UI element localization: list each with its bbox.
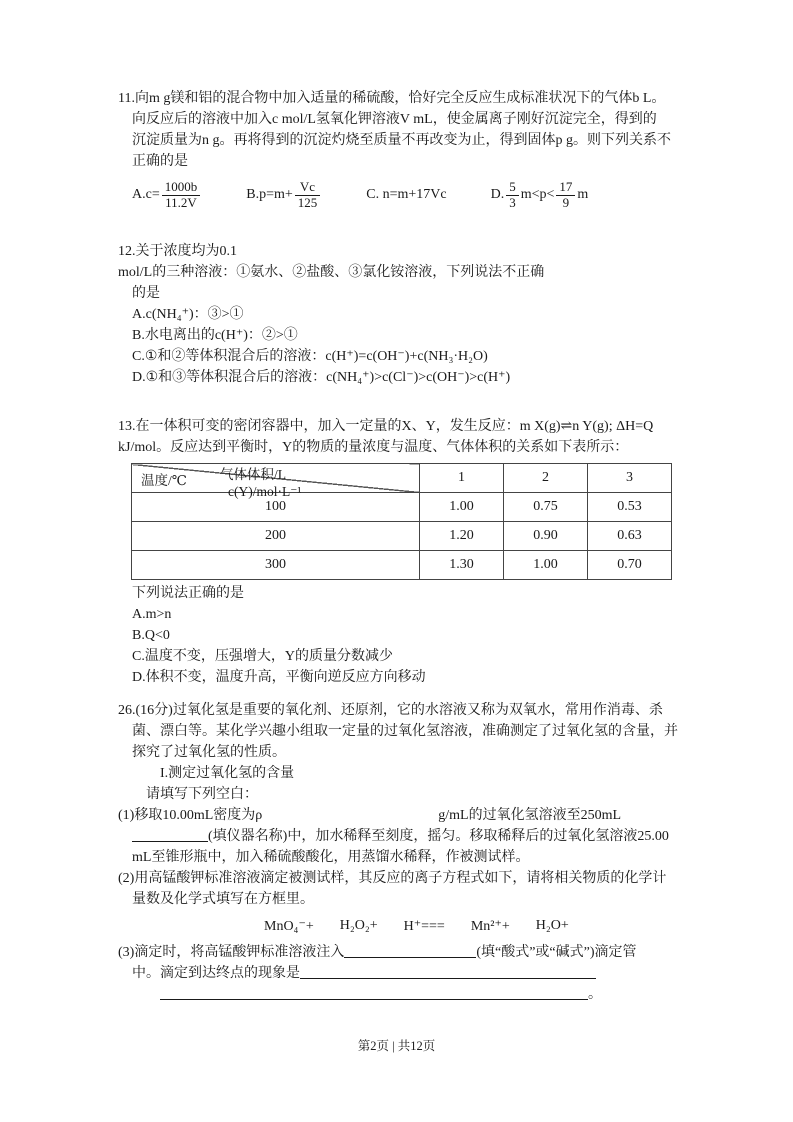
question-26: [118, 700, 684, 1005]
question-12-line: mol/L的三种溶液：①氨水、②盐酸、③氯化铵溶液，下列说法不正确: [118, 265, 545, 280]
option-d: D.体积不变，温度升高，平衡向逆反应方向移动: [132, 670, 426, 685]
blank-line: [344, 942, 476, 958]
fraction: [295, 180, 321, 210]
question-13-stem: 下列说法正确的是: [132, 586, 244, 601]
blank-line: [132, 826, 208, 842]
part-1-line: mL至锥形瓶中，加入稀硫酸酸化，用蒸馏水稀释，作被测试样。: [132, 850, 530, 865]
fraction-numerator: 5: [506, 180, 519, 196]
part-2-line: (2)用高锰酸钾标准溶液滴定被测试样，其反应的离子方程式如下，请将相关物质的化学计: [118, 871, 667, 886]
fraction-denominator: 9: [562, 194, 570, 210]
part-1-text: (1)移取10.00mL密度为ρ: [118, 808, 263, 823]
table-cell: 1.20: [420, 522, 504, 551]
table-cell: 0.70: [588, 551, 672, 580]
option-a: A.m>n: [132, 607, 172, 622]
part-3-line: [118, 984, 684, 1005]
equation-term: H₂O+: [535, 918, 569, 933]
fraction-denominator: 11.2V: [165, 194, 197, 210]
option-label: A.c=: [132, 187, 160, 202]
equation-term: H⁺===: [403, 918, 445, 934]
option-label: B.p=m+: [246, 187, 293, 202]
fraction: [162, 180, 201, 210]
equation-term: Mn²⁺+: [470, 918, 510, 934]
question-26-line: 26.(16分)过氧化氢是重要的氧化剂、还原剂，它的水溶液又称为双氧水，常用作消毒、杀: [118, 703, 663, 718]
header-concentration: c(Y)/mol·L⁻¹: [228, 484, 302, 499]
part-3-text: (3)滴定时，将高锰酸钾标准溶液注入: [118, 945, 345, 960]
fraction-denominator: 3: [509, 194, 516, 210]
fraction-numerator: 17: [556, 180, 575, 196]
part-2-line: 量数及化学式填写在方框里。: [132, 892, 314, 907]
question-13-line: kJ/mol。反应达到平衡时，Y的物质的量浓度与温度、气体体积的关系如下表所示：: [118, 440, 629, 455]
question-13-line: 13.在一体积可变的密闭容器中，加入一定量的X、Y，发生反应：m X(g)⇌n Y(g); ΔH=Q: [118, 419, 654, 434]
part-3-text: 。: [588, 987, 602, 1002]
column-header: 1: [420, 464, 504, 493]
table-cell: 0.53: [588, 493, 672, 522]
option-label: D.: [490, 187, 505, 202]
option-b: B.水电离出的c(H⁺)：②>①: [132, 328, 298, 343]
ionic-equation: [264, 912, 684, 940]
equilibrium-table: [131, 463, 672, 580]
equation-term: MnO₄⁻+: [264, 918, 314, 934]
part-1-text: g/mL的过氧化氢溶液至250mL: [438, 808, 622, 823]
page-footer: 第2页 | 共12页: [357, 1039, 436, 1053]
option-a: [132, 180, 202, 210]
table-cell: 1.30: [420, 551, 504, 580]
question-26-line: 菌、漂白等。某化学兴趣小组取一定量的过氧化氢溶液，准确测定了过氧化氢的含量，并: [132, 724, 678, 739]
part-1-text: (填仪器名称)中，加水稀释至刻度，摇匀。移取稀释后的过氧化氢溶液25.00: [208, 829, 669, 844]
temperature-cell: 100: [132, 493, 420, 522]
variable-text: m: [577, 187, 589, 202]
part-3-text: 中。滴定到达终点的现象是: [132, 966, 300, 981]
fraction: [506, 180, 519, 210]
question-11-options: [118, 175, 684, 215]
table-row: [132, 522, 672, 551]
table-cell: 0.90: [504, 522, 588, 551]
table-row: [132, 551, 672, 580]
question-12-line: 12.关于浓度均为0.1: [118, 244, 237, 259]
option-a: A.c(NH₄⁺)：③>①: [132, 307, 244, 322]
table-diagonal-header-cell: [132, 464, 420, 499]
header-temperature: 温度/℃: [141, 473, 187, 488]
option-c: C. n=m+17Vc: [366, 187, 447, 202]
option-c: C.温度不变，压强增大，Y的质量分数减少: [132, 649, 393, 664]
blank-line: [160, 984, 588, 1000]
table-cell: 1.00: [504, 551, 588, 580]
part-3-line: [118, 963, 684, 984]
inequality-text: m<p<: [520, 187, 555, 202]
column-header: 3: [588, 464, 672, 493]
question-13: [118, 416, 684, 688]
option-c: C.①和②等体积混合后的溶液：c(H⁺)=c(OH⁻)+c(NH₃·H₂O): [132, 349, 488, 364]
header-gas-volume: 气体体积/L: [220, 467, 286, 482]
option-b: [246, 180, 322, 210]
question-11: [118, 88, 684, 215]
table-header-row: [132, 464, 672, 493]
fraction: [556, 180, 575, 210]
equation-term: H₂O₂+: [339, 918, 378, 933]
option-b: B.Q<0: [132, 628, 170, 643]
question-26-line: 探究了过氧化氢的性质。: [132, 745, 286, 760]
blank-line: [300, 963, 596, 979]
temperature-cell: 300: [132, 551, 420, 580]
question-11-line: 11.向m g镁和铝的混合物中加入适量的稀硫酸，恰好完全反应生成标准状况下的气体b L。: [118, 91, 666, 106]
part-1-line: [118, 805, 684, 826]
option-d: [491, 180, 589, 210]
table-cell: 0.75: [504, 493, 588, 522]
question-12-line: 的是: [132, 286, 160, 301]
part-3-line: [118, 942, 684, 963]
question-11-line: 正确的是: [132, 154, 188, 169]
question-12: [118, 241, 684, 388]
table-row: [132, 493, 672, 522]
question-11-line: 向反应后的溶液中加入c mol/L氢氧化钾溶液V mL，使金属离子刚好沉淀完全，得到的: [132, 112, 657, 127]
fill-blank-prompt: 请填写下列空白：: [146, 787, 258, 802]
page-content: [118, 88, 684, 1005]
part-3-text: (填“酸式”或“碱式”)滴定管: [476, 945, 637, 960]
question-11-line: 沉淀质量为n g。再将得到的沉淀灼烧至质量不再改变为止，得到固体p g。则下列关系不: [132, 133, 671, 148]
table-cell: 0.63: [588, 522, 672, 551]
table-cell: 1.00: [420, 493, 504, 522]
section-heading: I.测定过氧化氢的含量: [160, 766, 295, 781]
temperature-cell: 200: [132, 522, 420, 551]
fraction-denominator: 125: [297, 194, 318, 210]
fraction-numerator: 1000b: [162, 180, 201, 196]
option-d: D.①和③等体积混合后的溶液：c(NH₄⁺)>c(Cl⁻)>c(OH⁻)>c(H⁺): [132, 370, 511, 385]
column-header: 2: [504, 464, 588, 493]
part-1-line: [118, 826, 684, 847]
fraction-numerator: Vc: [295, 180, 321, 196]
